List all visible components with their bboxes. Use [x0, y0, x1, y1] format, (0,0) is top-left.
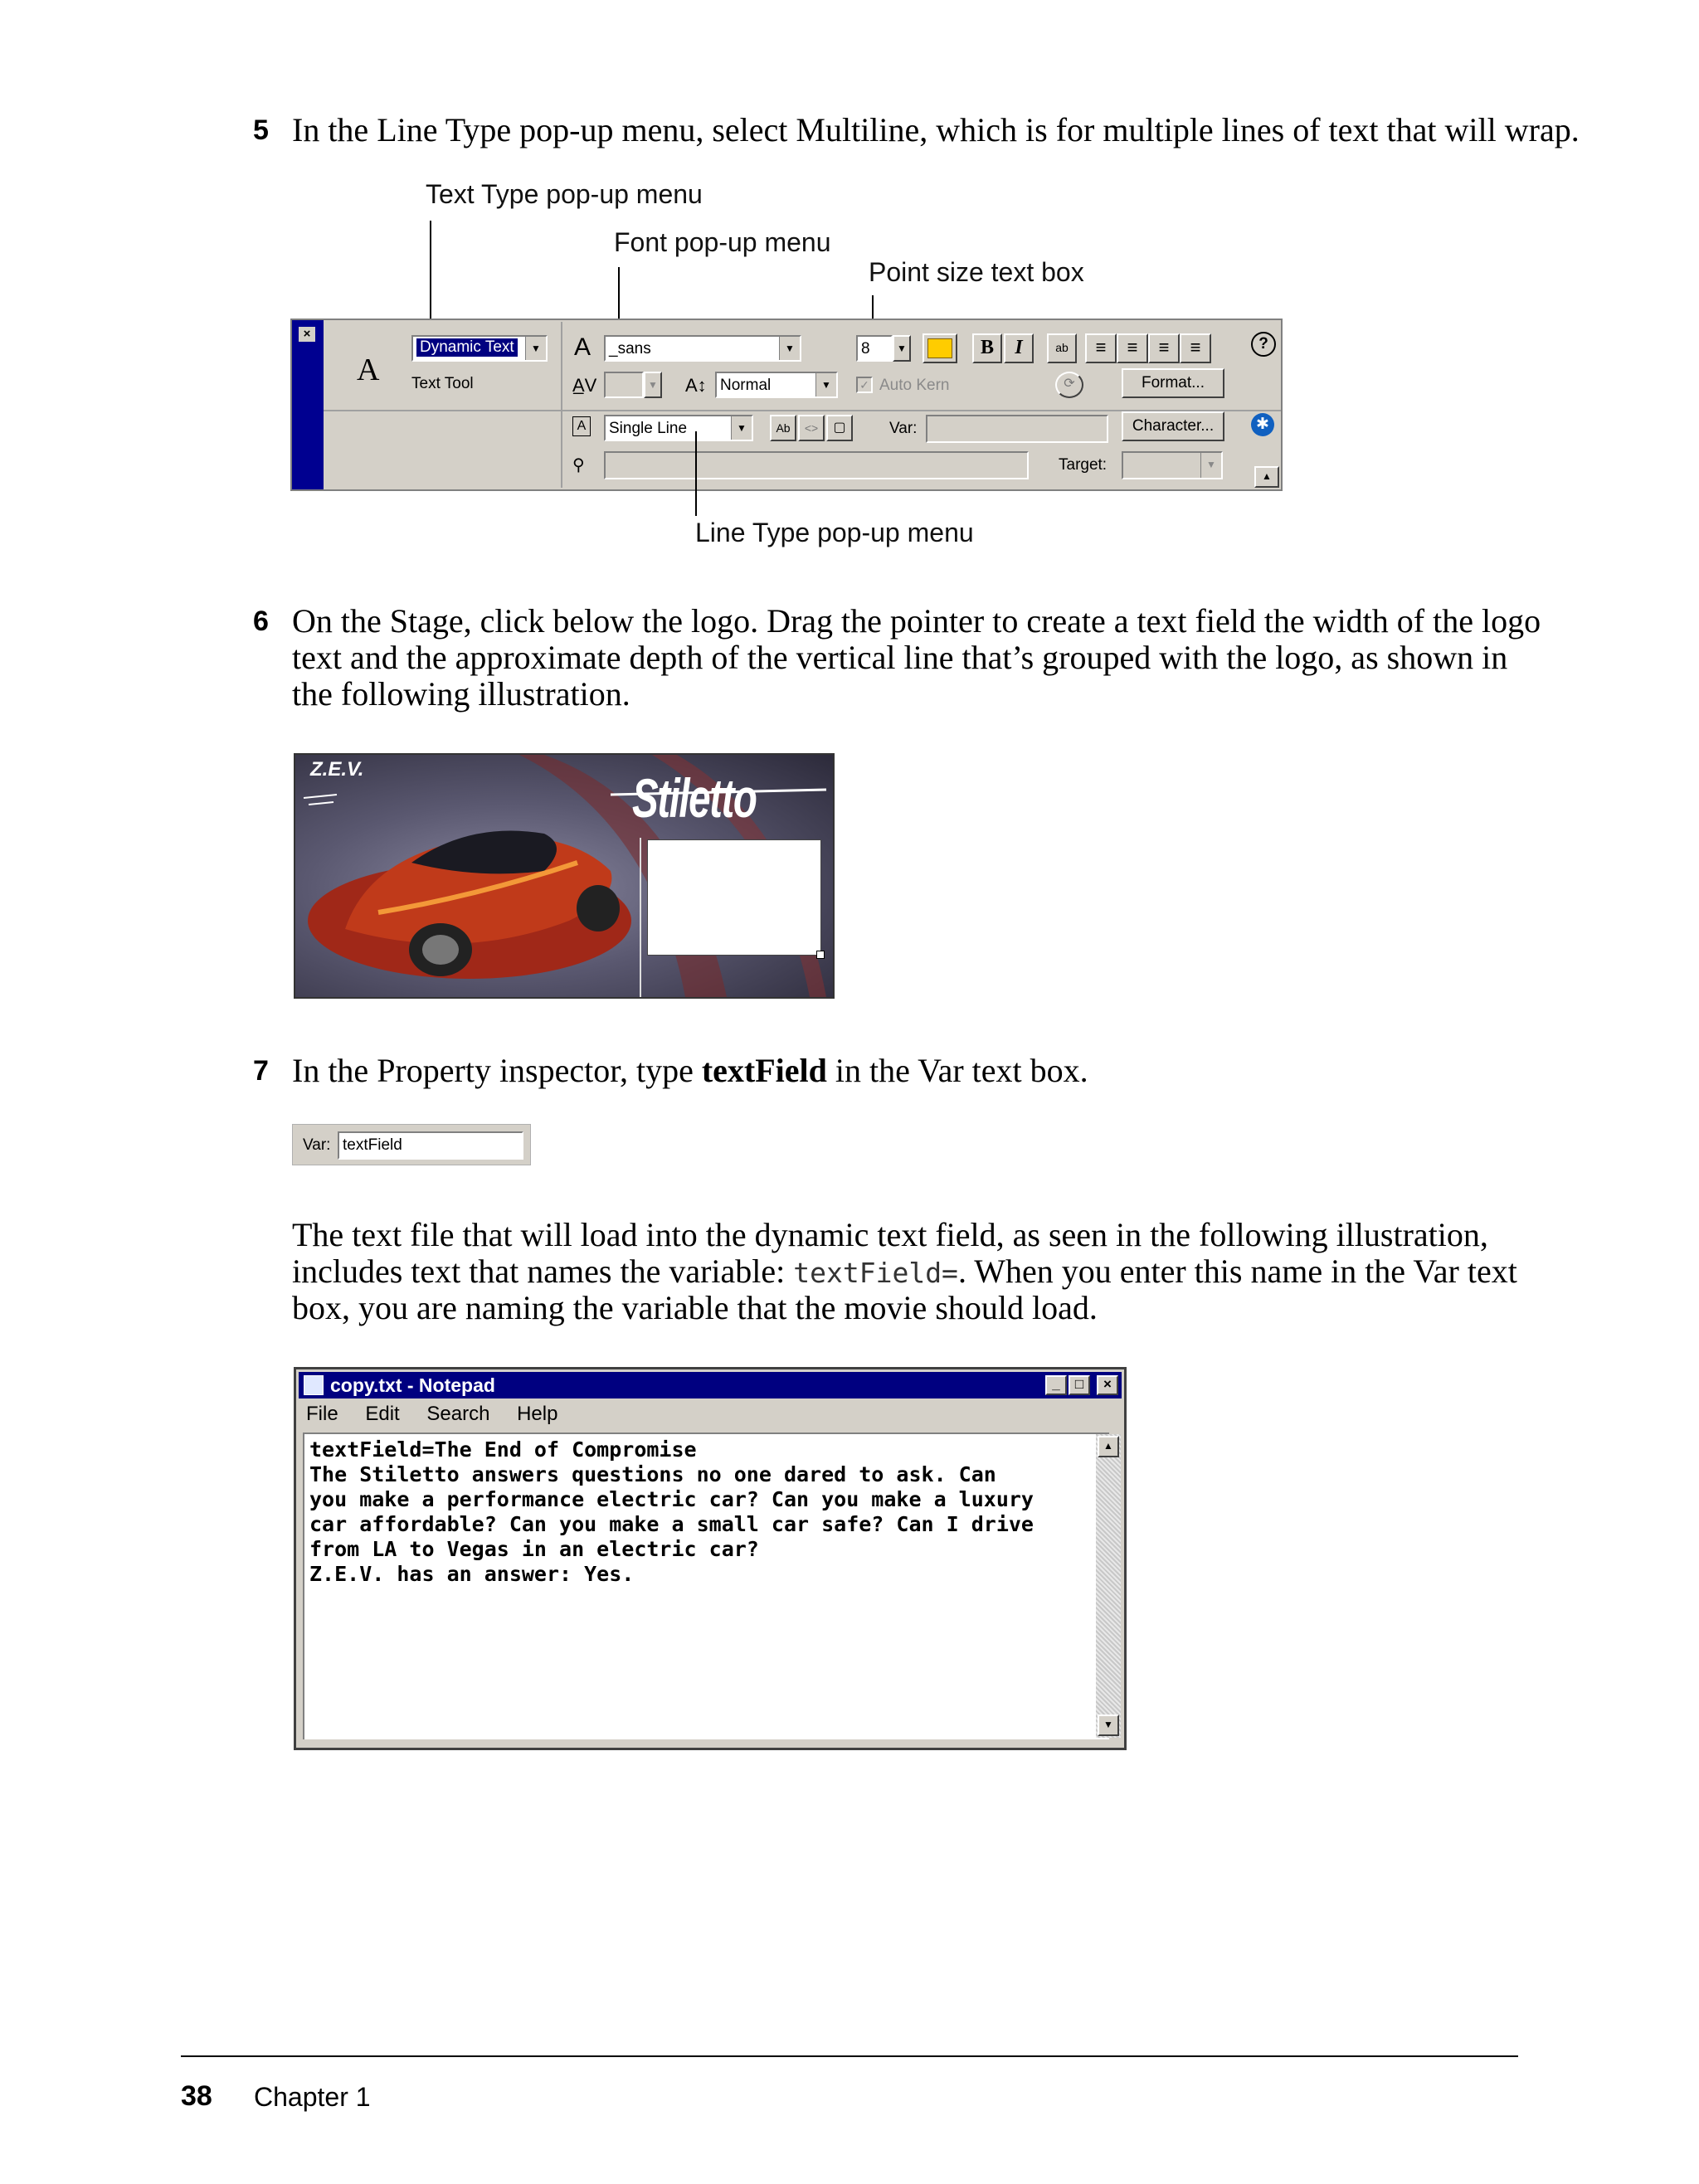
line-type-value: Single Line [609, 420, 688, 437]
zev-logo: Z.E.V. [310, 758, 364, 781]
paragraph-line-2 [292, 1253, 1517, 1291]
paragraph-line-2-pre: includes text that names the variable: [292, 1253, 794, 1290]
notepad-line: Z.E.V. has an answer: Yes. [309, 1562, 635, 1586]
step-5-number: 5 [253, 114, 269, 146]
resize-handle[interactable] [816, 951, 825, 959]
notepad-icon [304, 1375, 324, 1395]
align-center-icon[interactable]: ≡ [1117, 333, 1148, 363]
variable-code: textField= [793, 1257, 958, 1289]
fill-color-chip [927, 338, 952, 358]
selectable-text-icon[interactable]: Ab [770, 415, 796, 441]
url-icon: ⚲ [572, 456, 585, 474]
menu-help[interactable]: Help [517, 1403, 558, 1425]
align-right-icon[interactable]: ≡ [1148, 333, 1180, 363]
notepad-window [294, 1367, 1127, 1750]
chevron-down-icon[interactable]: ▼ [815, 373, 836, 396]
step-6-line-3: the following illustration. [292, 675, 630, 713]
var-label: Var: [889, 420, 918, 437]
notepad-title: copy.txt - Notepad [330, 1374, 495, 1396]
accessibility-icon[interactable]: ✱ [1251, 413, 1274, 436]
paragraph-line-3: box, you are naming the variable that the movie should load. [292, 1289, 1098, 1326]
step-7-text-bold: textField [701, 1052, 827, 1089]
show-border-icon[interactable]: ▢ [826, 415, 853, 441]
character-button[interactable]: Character... [1122, 411, 1224, 441]
callout-point-size: Point size text box [869, 257, 1084, 287]
step-7-text [292, 1052, 1088, 1089]
notepad-menu-bar [306, 1403, 579, 1426]
property-inspector [290, 319, 1283, 491]
target-select[interactable] [1122, 451, 1223, 479]
stage-illustration [294, 753, 835, 999]
text-tool-label: Text Tool [411, 375, 474, 392]
notepad-line: The Stiletto answers questions no one dared to ask. Can [309, 1462, 996, 1486]
var-closeup-value: textField [343, 1136, 402, 1154]
kerning-input[interactable] [604, 372, 644, 398]
line-type-icon: A [572, 416, 591, 436]
chevron-down-icon[interactable]: ▼ [779, 337, 800, 360]
align-justify-icon[interactable]: ≡ [1180, 333, 1211, 363]
help-icon[interactable]: ? [1251, 332, 1276, 357]
close-icon[interactable]: × [1097, 1375, 1118, 1395]
var-field-closeup [292, 1124, 531, 1165]
step-7-number: 7 [253, 1055, 269, 1087]
fill-color-swatch[interactable] [923, 333, 957, 363]
menu-search[interactable]: Search [426, 1403, 490, 1425]
close-icon[interactable]: × [299, 327, 315, 342]
inspector-divider [561, 322, 562, 488]
font-icon: A [574, 333, 591, 361]
step-5-text: In the Line Type pop-up menu, select Multiline, which is for multiple lines of text that will wrap. [292, 111, 1580, 148]
point-size-arrow[interactable]: ▼ [893, 335, 911, 362]
target-label: Target: [1059, 456, 1108, 474]
stiletto-logo: Stiletto [632, 767, 757, 829]
paragraph-line-1: The text file that will load into the dynamic text field, as seen in the following illustration, [292, 1216, 1488, 1253]
format-button[interactable]: Format... [1122, 368, 1224, 398]
page-number: 38 [181, 2080, 212, 2112]
baseline-shift-icon: A↕ [685, 375, 707, 396]
line-type-select[interactable] [604, 415, 753, 441]
collapse-icon[interactable]: ▲ [1254, 466, 1279, 488]
step-6-line-2: text and the approximate depth of the vertical line that’s grouped with the logo, as shown in [292, 639, 1508, 676]
footer-rule [181, 2055, 1518, 2057]
minimize-icon[interactable]: _ [1045, 1375, 1067, 1395]
paragraph-line-2-post: . When you enter this name in the Var text [957, 1253, 1517, 1290]
auto-kern-checkbox[interactable]: ✓ [856, 377, 873, 393]
chevron-down-icon[interactable]: ▼ [525, 337, 546, 360]
notepad-title-bar [299, 1372, 1122, 1398]
chapter-label: Chapter 1 [254, 2082, 371, 2112]
render-html-icon[interactable]: <> [798, 415, 825, 441]
text-type-value: Dynamic Text [416, 338, 518, 357]
font-value: _sans [609, 340, 651, 358]
callout-line-type: Line Type pop-up menu [695, 518, 974, 547]
step-7-text-post: in the Var text box. [826, 1052, 1088, 1089]
new-text-field[interactable] [647, 839, 821, 956]
callout-font: Font pop-up menu [614, 227, 831, 257]
baseline-value: Normal [720, 377, 772, 394]
notepad-line: from LA to Vegas in an electric car? [309, 1537, 759, 1561]
callout-line-line-type [695, 431, 697, 516]
vertical-scrollbar[interactable] [1096, 1434, 1121, 1738]
chevron-down-icon[interactable]: ▼ [731, 416, 752, 440]
font-select[interactable] [604, 335, 801, 362]
kerning-icon: A̲V [572, 375, 597, 396]
point-size-value: 8 [861, 340, 870, 358]
notepad-line: car affordable? Can you make a small car safe? Can I drive [309, 1512, 1034, 1536]
maximize-icon[interactable]: □ [1069, 1375, 1090, 1395]
notepad-line: textField=The End of Compromise [309, 1437, 697, 1462]
notepad-line: you make a performance electric car? Can you make a luxury [309, 1487, 1034, 1511]
var-closeup-label: Var: [303, 1136, 331, 1154]
step-6-number: 6 [253, 606, 269, 637]
menu-file[interactable]: File [306, 1403, 338, 1425]
callout-text-type: Text Type pop-up menu [426, 179, 703, 209]
inspector-side-bar [292, 320, 324, 489]
point-size-input[interactable] [856, 335, 893, 362]
var-closeup-input[interactable] [338, 1131, 523, 1160]
step-6-line-1: On the Stage, click below the logo. Drag the pointer to create a text field the width of the logo [292, 602, 1541, 640]
var-input[interactable] [926, 415, 1108, 443]
auto-kern-label: Auto Kern [879, 377, 950, 394]
step-7-text-pre: In the Property inspector, type [292, 1052, 702, 1089]
chevron-down-icon[interactable]: ▼ [1200, 453, 1221, 478]
bold-button[interactable]: B [972, 333, 1002, 363]
text-direction-icon[interactable]: ab [1047, 333, 1077, 363]
menu-edit[interactable]: Edit [365, 1403, 400, 1425]
text-tool-icon: A [357, 353, 380, 387]
scroll-down-icon[interactable]: ▼ [1098, 1715, 1119, 1736]
notepad-content [309, 1437, 1034, 1587]
text-type-select[interactable] [411, 335, 548, 362]
notepad-text-area[interactable] [303, 1432, 1109, 1739]
kerning-arrow[interactable]: ▼ [644, 372, 662, 398]
align-left-icon[interactable]: ≡ [1085, 333, 1117, 363]
url-link-icon[interactable]: ⟳ [1055, 372, 1083, 398]
url-input[interactable] [604, 451, 1029, 479]
scroll-up-icon[interactable]: ▲ [1098, 1436, 1119, 1457]
italic-button[interactable]: I [1004, 333, 1034, 363]
baseline-select[interactable] [715, 372, 838, 398]
